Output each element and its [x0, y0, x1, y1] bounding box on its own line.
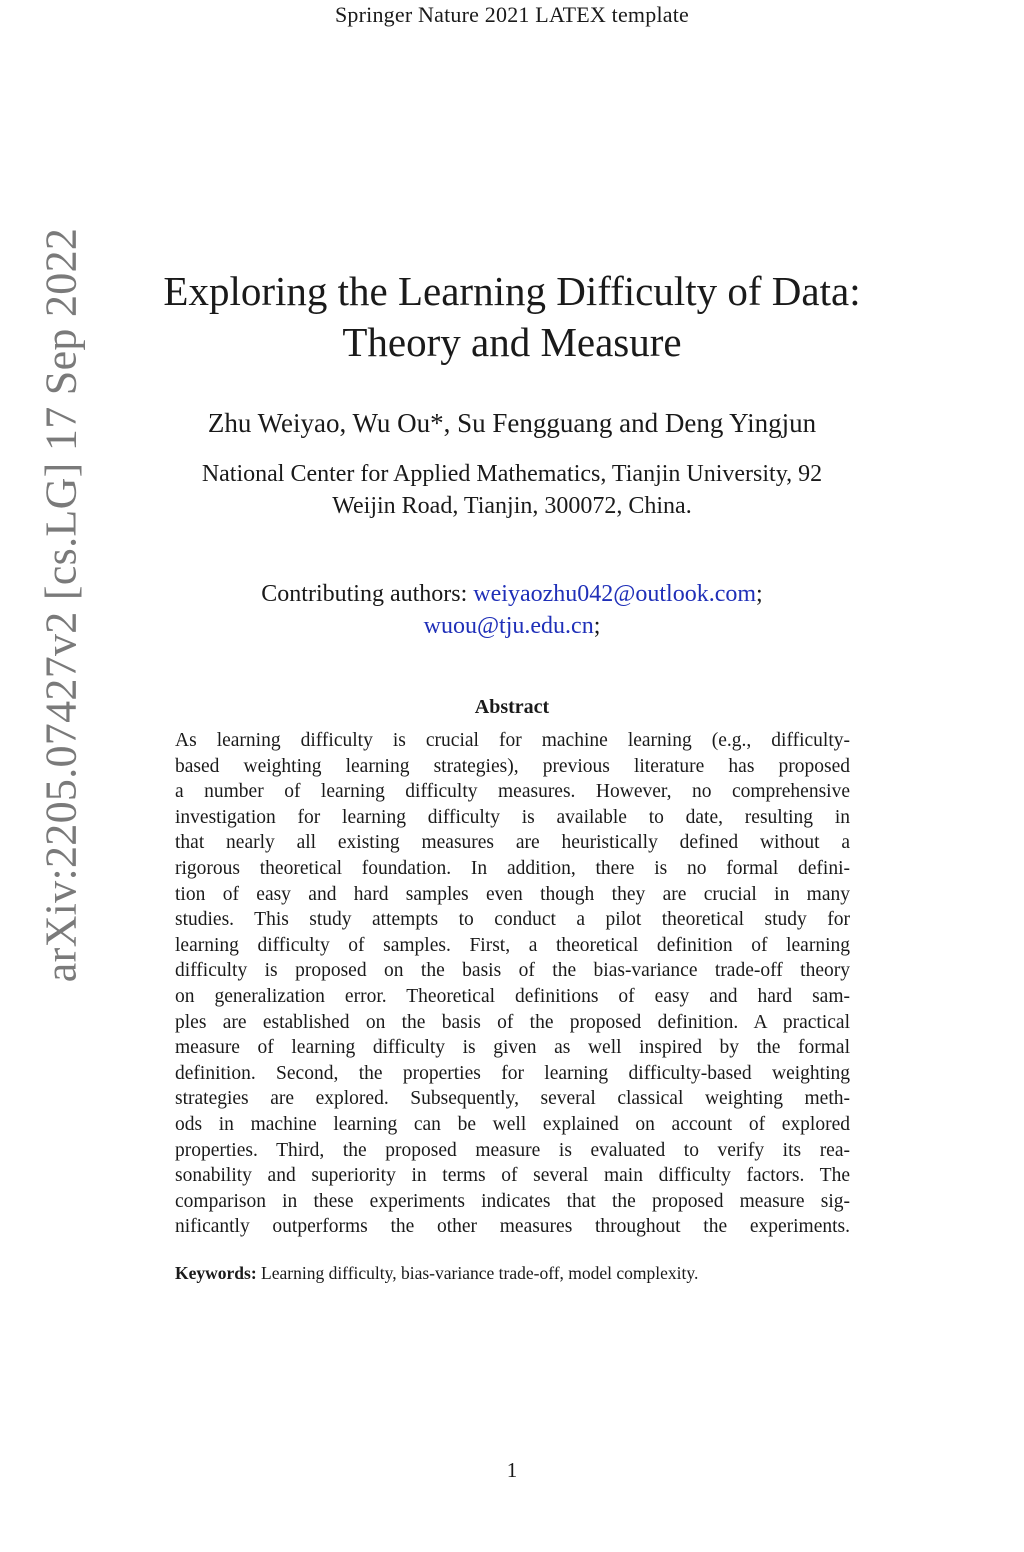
abstract-line: As learning difficulty is crucial for machine learning (e.g., difficulty- — [175, 730, 850, 751]
abstract-line: tion of easy and hard samples even though they are crucial in many — [175, 883, 850, 905]
author-list: Zhu Weiyao, Wu Ou*, Su Fengguang and Deng Yingjun — [207, 408, 817, 438]
title-line-1: Exploring the Learning Difficulty of Data: — [163, 268, 861, 314]
email-separator-1: ; — [756, 581, 763, 607]
keywords-text: Learning difficulty, bias-variance trade-off, model complexity. — [256, 1263, 699, 1283]
running-header: Springer Nature 2021 LATEX template — [334, 2, 689, 27]
abstract-line: rigorous theoretical foundation. In addition, there is no formal defini- — [175, 857, 850, 879]
abstract-line: investigation for learning difficulty is available to date, resulting in — [175, 806, 850, 828]
contributing-label: Contributing authors: — [261, 581, 474, 607]
keywords-label: Keywords: — [175, 1263, 257, 1283]
keywords — [175, 1263, 875, 1284]
contributing-authors — [0, 578, 1024, 642]
email-link-1[interactable]: weiyaozhu042@outlook.com — [473, 581, 757, 607]
affiliation — [0, 458, 1024, 522]
abstract-line: properties. Third, the proposed measure is evaluated to verify its rea- — [175, 1139, 850, 1161]
abstract-line: based weighting learning strategies), previous literature has proposed — [175, 755, 850, 777]
abstract-line: a number of learning difficulty measures. However, no comprehensive — [175, 781, 850, 803]
abstract-line: that nearly all existing measures are heuristically defined without a — [175, 832, 850, 854]
email-link-2[interactable]: wuou@tju.edu.cn — [423, 613, 594, 639]
affiliation-line-1: National Center for Applied Mathematics, Tianjin University, 92 — [201, 461, 823, 487]
affiliation-line-2: Weijin Road, Tianjin, 300072, China. — [332, 493, 692, 519]
abstract-line: learning difficulty of samples. First, a theoretical definition of learning — [175, 934, 850, 956]
abstract-line: on generalization error. Theoretical definitions of easy and hard sam- — [175, 985, 850, 1007]
abstract-body — [175, 728, 850, 1240]
abstract-heading: Abstract — [474, 696, 550, 718]
abstract-line: ples are established on the basis of the proposed definition. A practical — [175, 1011, 850, 1033]
paper-title — [0, 266, 1024, 368]
abstract-line: sonability and superiority in terms of several main difficulty factors. The — [175, 1165, 850, 1187]
email-separator-2: ; — [593, 613, 601, 639]
abstract-line: comparison in these experiments indicates that the proposed measure sig- — [175, 1190, 850, 1212]
abstract-line: difficulty is proposed on the basis of the bias-variance trade-off theory — [175, 960, 850, 982]
abstract-line: nificantly outperforms the other measures throughout the experiments. — [175, 1216, 850, 1238]
abstract-line: ods in machine learning can be well explained on account of explored — [175, 1113, 850, 1135]
abstract-line: strategies are explored. Subsequently, several classical weighting meth- — [175, 1088, 850, 1110]
arxiv-stamp: arXiv:2205.07427v2 [cs.LG] 17 Sep 2022 — [36, 227, 86, 983]
abstract-line: studies. This study attempts to conduct a pilot theoretical study for — [175, 909, 850, 931]
page-number: 1 — [506, 1458, 518, 1482]
title-line-2: Theory and Measure — [342, 319, 682, 365]
abstract-line: definition. Second, the properties for learning difficulty-based weighting — [175, 1062, 850, 1084]
abstract-line: measure of learning difficulty is given as well inspired by the formal — [175, 1037, 850, 1059]
